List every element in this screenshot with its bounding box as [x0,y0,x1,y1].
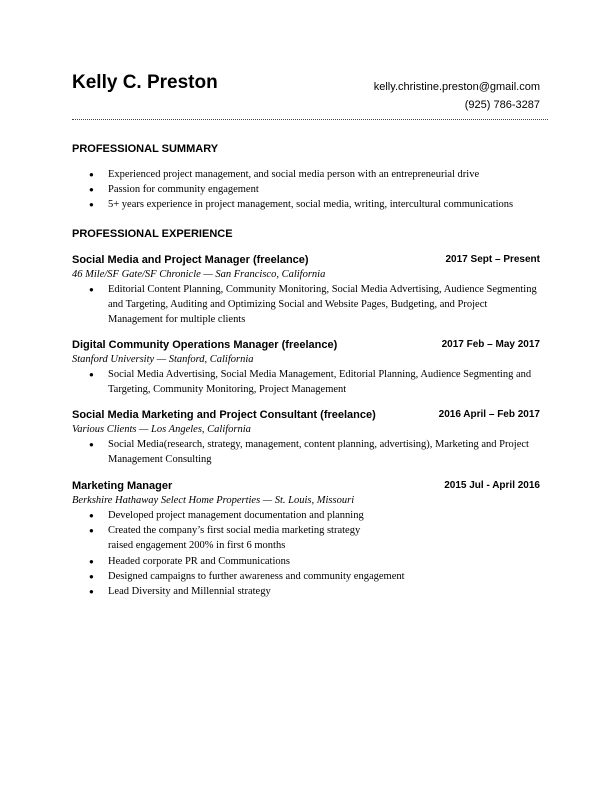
job-title: Digital Community Operations Manager (freelance) [72,339,338,351]
job-bullets [72,508,540,599]
summary-item: ● 5+ years experience in project management, social media, writing, intercultural communications [72,197,540,212]
job-dates: 2016 April – Feb 2017 [438,409,540,420]
job-dates: 2017 Feb – May 2017 [441,339,540,350]
job-bullets [72,437,540,467]
header-divider [72,119,548,120]
job-bullet: ● Designed campaigns to further awareness and community engagement [72,569,540,584]
job-entry [72,338,540,397]
phone-number: (925) 786-3287 [464,99,540,111]
job-bullet: ● Created the company’s first social media marketing strategy [72,523,540,538]
job-entry [72,479,540,599]
job-dates: 2015 Jul - April 2016 [444,480,540,491]
job-title: Marketing Manager [72,480,173,492]
experience-heading: PROFESSIONAL EXPERIENCE [72,228,233,240]
job-bullet: ● Social Media Advertising, Social Media Management, Editorial Planning, Audience Segmenting and Targeting, Community Monitoring, Project Management [72,367,540,397]
job-bullet: ● Editorial Content Planning, Community Monitoring, Social Media Advertising, Audience Segmenting and Targeting, Auditing and Optimizing Social and Website Pages, Budgeting, and Project Management for multiple clients [72,282,540,328]
candidate-name: Kelly C. Preston [72,72,218,93]
summary-list [72,167,540,213]
job-title: Social Media and Project Manager (freelance) [72,254,309,266]
job-entry [72,253,540,328]
job-dates: 2017 Sept – Present [445,254,540,265]
job-bullets [72,282,540,328]
job-organization: Stanford University — Stanford, California [72,354,254,365]
summary-item: ● Experienced project management, and social media person with an entrepreneurial drive [72,167,540,182]
job-title: Social Media Marketing and Project Consultant (freelance) [72,409,376,421]
summary-heading: PROFESSIONAL SUMMARY [72,143,219,155]
job-bullets [72,367,540,397]
job-bullet: ● Developed project management documentation and planning [72,508,540,523]
summary-item: ● Passion for community engagement [72,182,540,197]
job-bullet: ● Social Media(research, strategy, management, content planning, advertising), Marketing and Project Management Consulting [72,437,540,467]
contact-block [374,78,540,114]
job-bullet: ● Headed corporate PR and Communications [72,554,540,569]
job-organization: Berkshire Hathaway Select Home Properties — St. Louis, Missouri [72,495,355,506]
email-address: kelly.christine.preston@gmail.com [373,81,540,93]
job-entry [72,408,540,467]
job-organization: 46 Mile/SF Gate/SF Chronicle — San Francisco, California [72,269,326,280]
job-bullet-continuation: raised engagement 200% in first 6 months [108,540,286,552]
job-bullet: ● Lead Diversity and Millennial strategy [72,584,540,599]
job-organization: Various Clients — Los Angeles, California [72,424,251,435]
